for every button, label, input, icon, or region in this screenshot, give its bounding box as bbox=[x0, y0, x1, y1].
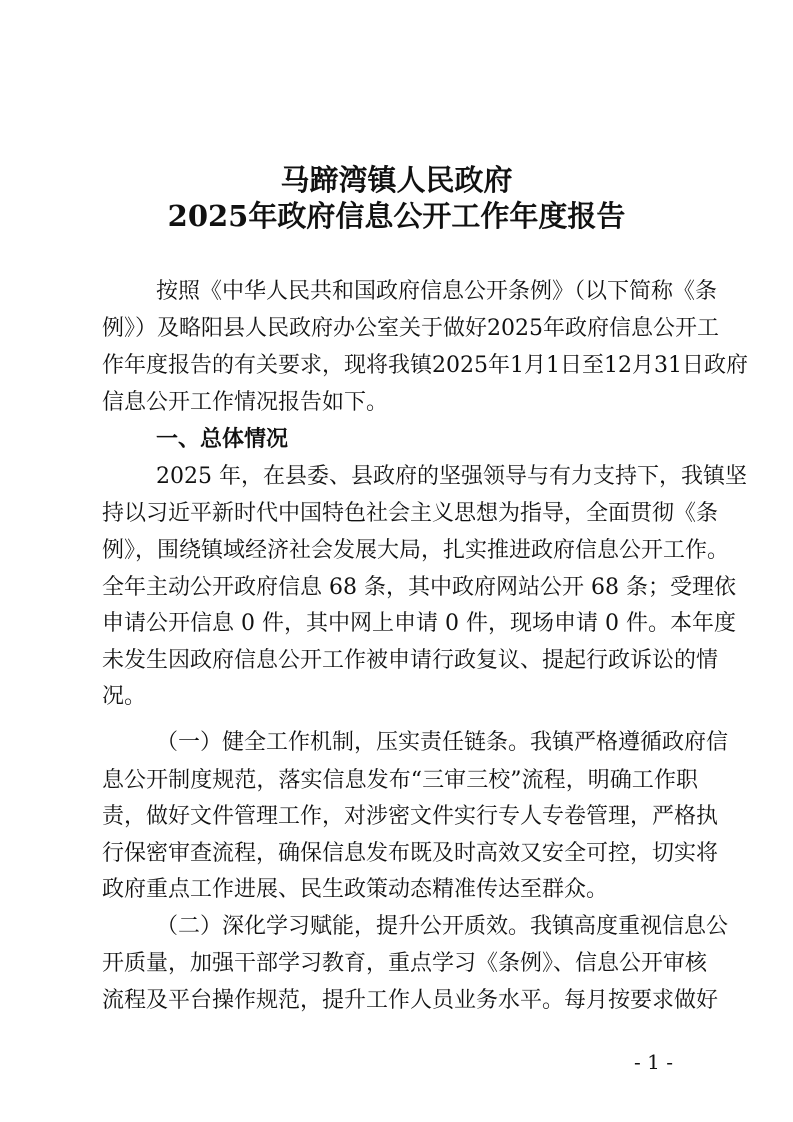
document-title-line-2: 2025年政府信息公开工作年度报告 bbox=[167, 199, 626, 233]
body-text-line: 流程及平台操作规范，提升工作人员业务水平。每月按要求做好 bbox=[102, 988, 719, 1013]
section-heading: 一、总体情况 bbox=[156, 427, 289, 452]
body-text-line: 全年主动公开政府信息 68 条，其中政府网站公开 68 条；受理依 bbox=[102, 575, 736, 600]
body-text-line: 例》，围绕镇域经济社会发展大局，扎实推进政府信息公开工作。 bbox=[102, 538, 730, 563]
body-text-line: （一）健全工作机制，压实责任链条。我镇严格遵循政府信 bbox=[156, 730, 729, 755]
body-text-line: 按照《中华人民共和国政府信息公开条例》（以下简称《条 bbox=[156, 279, 718, 304]
body-text-line: 行保密审查流程，确保信息发布既及时高效又安全可控，切实将 bbox=[102, 841, 719, 866]
body-text-line: 持以习近平新时代中国特色社会主义思想为指导，全面贯彻《条 bbox=[102, 501, 719, 526]
body-text-line: 未发生因政府信息公开工作被申请行政复议、提起行政诉讼的情 bbox=[102, 648, 719, 673]
body-text-line: 息公开制度规范，落实信息发布“三审三校”流程，明确工作职 bbox=[102, 768, 698, 793]
body-text-line: 2025 年，在县委、县政府的坚强领导与有力支持下，我镇坚 bbox=[156, 464, 747, 489]
body-text-line: 作年度报告的有关要求，现将我镇2025年1月1日至12月31日政府 bbox=[102, 353, 748, 378]
body-text-line: 例》）及略阳县人民政府办公室关于做好2025年政府信息公开工 bbox=[102, 316, 719, 341]
body-text-line: 政府重点工作进展、民生政策动态精准传达至群众。 bbox=[102, 877, 609, 902]
page-number: - 1 - bbox=[634, 1050, 673, 1074]
body-text-line: （二）深化学习赋能，提升公开质效。我镇高度重视信息公 bbox=[156, 914, 729, 939]
body-text-line: 责，做好文件管理工作，对涉密文件实行专人专卷管理，严格执 bbox=[102, 804, 719, 829]
body-text-line: 信息公开工作情况报告如下。 bbox=[102, 390, 389, 415]
body-text-line: 况。 bbox=[102, 684, 147, 709]
document-title-line-1: 马蹄湾镇人民政府 bbox=[280, 163, 513, 197]
body-text-line: 申请公开信息 0 件，其中网上申请 0 件，现场申请 0 件。本年度 bbox=[102, 611, 736, 636]
body-text-line: 开质量，加强干部学习教育，重点学习《条例》、信息公开审核 bbox=[102, 951, 708, 976]
